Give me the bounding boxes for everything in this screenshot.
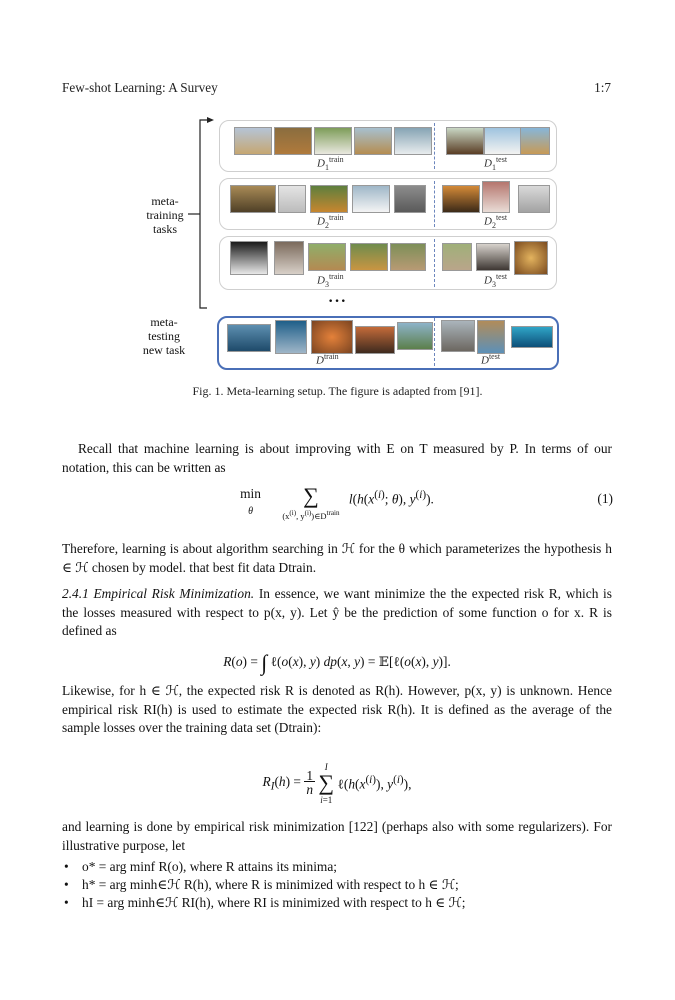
section-heading: 2.4.1 Empirical Risk Minimization. (62, 586, 255, 601)
page-number: 1:7 (594, 80, 611, 95)
d3-train-label: $D_3^{train}$ (317, 272, 344, 289)
animal-thumbnail (350, 243, 388, 271)
train-test-divider (434, 181, 435, 227)
animal-thumbnail (484, 127, 522, 155)
ellipsis: ··· (328, 293, 348, 310)
animal-thumbnail (441, 320, 475, 352)
train-test-divider (434, 318, 435, 366)
task-row-2 (219, 178, 557, 230)
animal-thumbnail (230, 185, 276, 213)
animal-thumbnail (308, 243, 346, 271)
running-header-title: Few-shot Learning: A Survey (62, 80, 218, 95)
animal-thumbnail (234, 127, 272, 155)
figure-caption: Fig. 1. Meta-learning setup. The figure is adapted from [91]. (192, 384, 483, 398)
list-item: • hI = arg minh∈ℋ RI(h), where RI is minimized with respect to h ∈ ℋ; (62, 894, 612, 912)
animal-thumbnail (442, 185, 480, 213)
equation-1: min θ ∑ ($x^{(i)}$, $y^{(i)})\in D^{train}$ $l(h(x^{(i)}$; θ), $y^{(i)}$). (240, 483, 434, 521)
paragraph-empirical-risk: Likewise, for h ∈ ℋ, the expected risk R is denoted as R(h). However, p(x, y) is unknown. Hence empirical risk RI(h) is used to estimate the expected risk R(h). It is defined as the average of the sample losses over the training data set (Dtrain): (62, 683, 612, 735)
definition-list (62, 858, 612, 912)
animal-thumbnail (354, 127, 392, 155)
animal-thumbnail (274, 127, 312, 155)
task-row-1 (219, 120, 557, 172)
animal-thumbnail (278, 185, 306, 213)
animal-thumbnail (446, 127, 484, 155)
animal-thumbnail (230, 241, 268, 275)
animal-thumbnail (477, 320, 505, 354)
animal-thumbnail (311, 320, 353, 354)
animal-thumbnail (394, 185, 426, 213)
paragraph-erm-text: In essence, we want minimize the the expected risk R, which is the losses measured with respect to p(x, y). Let ŷ be the prediction of some function o for x. R is defined as (62, 586, 612, 638)
animal-thumbnail (520, 127, 550, 155)
train-test-divider (434, 239, 435, 287)
meta-training-label: meta- training tasks (146, 194, 184, 236)
d1-train-label: $D_1^{train}$ (317, 155, 344, 172)
animal-thumbnail (275, 320, 307, 354)
meta-testing-label: meta- testing new task (142, 315, 186, 357)
animal-thumbnail (511, 326, 553, 348)
animal-thumbnail (390, 243, 426, 271)
train-test-divider (434, 123, 435, 169)
animal-thumbnail (442, 243, 472, 271)
task-row-3 (219, 236, 557, 290)
d2-test-label: $D_2^{test}$ (484, 213, 508, 230)
animal-thumbnail (355, 326, 395, 354)
equation-expected-risk: R(o) = ∫ ℓ(o(x), y) dp(x, y) = 𝔼[ℓ(o(x), y)]. (223, 650, 451, 675)
animal-thumbnail (314, 127, 352, 155)
paragraph-erm-illustrative: and learning is done by empirical risk minimization [122] (perhaps also with some regularizers). For illustrative purpose, let (62, 819, 612, 853)
d1-test-label: $D_1^{test}$ (484, 155, 508, 172)
animal-thumbnail (352, 185, 390, 213)
animal-thumbnail (482, 181, 510, 213)
d-train-label: $D^{train}$ (316, 352, 339, 367)
animal-thumbnail (514, 241, 548, 275)
meta-learning-figure (0, 110, 675, 400)
animal-thumbnail (476, 243, 510, 271)
equation-1-number: (1) (597, 491, 613, 506)
paragraph-erm (62, 585, 612, 641)
d2-train-label: $D_2^{train}$ (317, 213, 344, 230)
paragraph-intro: Recall that machine learning is about improving with E on T measured by P. In terms of our notation, this can be written as (62, 441, 612, 475)
d-test-label: $D^{test}$ (481, 352, 501, 367)
animal-thumbnail (274, 241, 304, 275)
d3-test-label: $D_3^{test}$ (484, 272, 508, 289)
meta-testing-row (217, 316, 559, 370)
animal-thumbnail (397, 322, 433, 350)
paragraph-learning-search: Therefore, learning is about algorithm searching in ℋ for the θ which parameterizes the hypothesis h ∈ ℋ chosen by model. that best fit data Dtrain. (62, 541, 612, 575)
equation-empirical-risk: $R_I(h) = 1$ n I ∑ i=1 $\ell(h(x^{(i)})$, $y^{(i)}$), (262, 762, 412, 805)
animal-thumbnail (310, 185, 348, 213)
animal-thumbnail (518, 185, 550, 213)
animal-thumbnail (394, 127, 432, 155)
list-item: • h* = arg minh∈ℋ R(h), where R is minimized with respect to h ∈ ℋ; (62, 876, 612, 894)
list-item: • o* = arg minf R(o), where R attains its minima; (62, 858, 612, 876)
animal-thumbnail (227, 324, 271, 352)
